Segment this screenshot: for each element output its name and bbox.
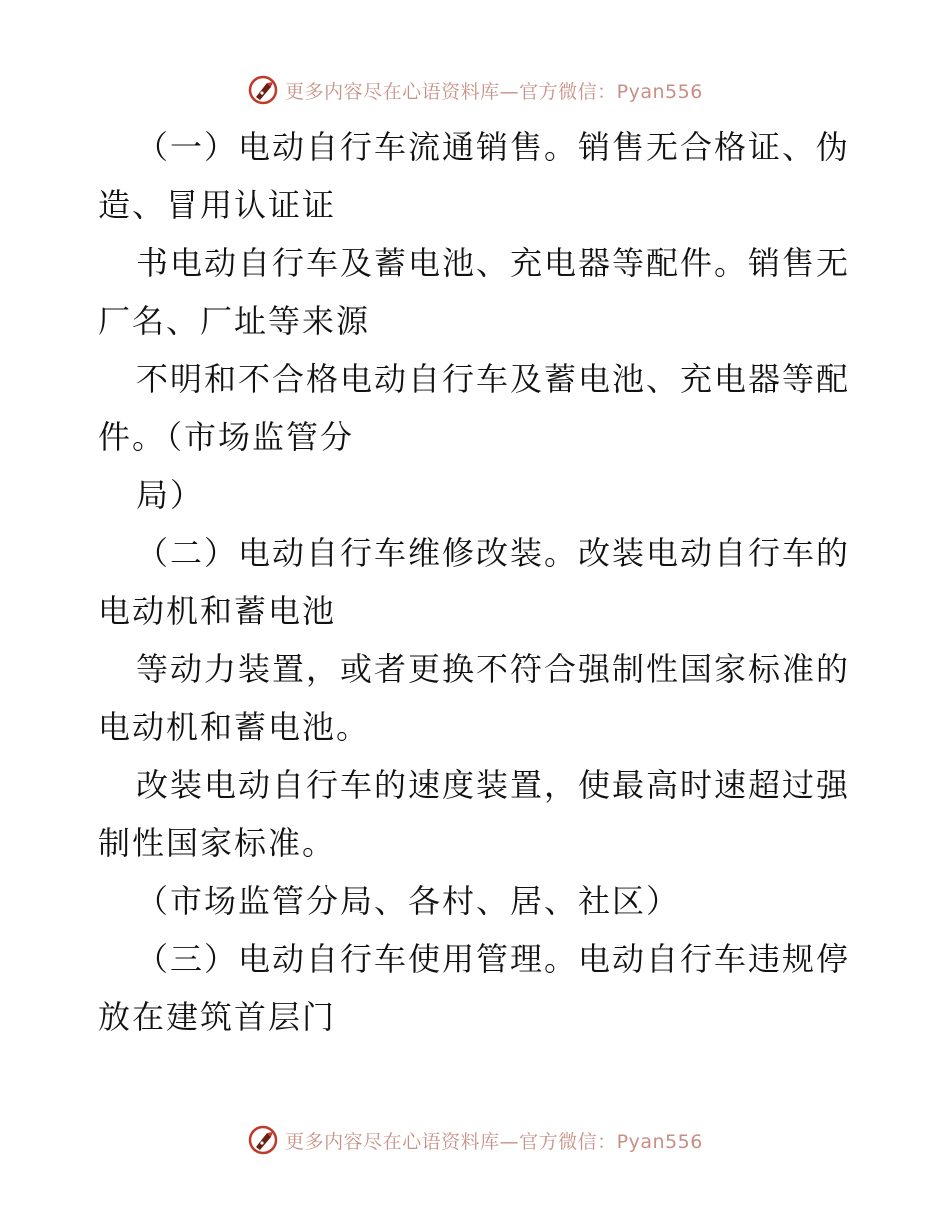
document-body bbox=[98, 118, 858, 1046]
text-line: 厂名、厂址等来源 bbox=[98, 302, 371, 340]
text-line: 不明和不合格电动自行车及蓄电池、充电器等配 bbox=[136, 360, 851, 398]
text-line: 制性国家标准。 bbox=[98, 824, 337, 862]
text-line: （二）电动自行车维修改装。改装电动自行车的 bbox=[136, 534, 851, 572]
text-line: （市场监管分局、各村、居、社区） bbox=[136, 882, 681, 920]
pen-nib-logo-icon bbox=[247, 1124, 279, 1156]
text-line: 书电动自行车及蓄电池、充电器等配件。销售无 bbox=[136, 244, 851, 282]
banner-text: 更多内容尽在心语资料库—官方微信：Pyan556 bbox=[285, 80, 703, 103]
text-line: 局） bbox=[136, 476, 205, 514]
text-line: 改装电动自行车的速度装置，使最高时速超过强 bbox=[136, 766, 851, 804]
text-line: 放在建筑首层门 bbox=[98, 998, 337, 1036]
text-line: 等动力装置，或者更换不符合强制性国家标准的 bbox=[136, 650, 851, 688]
text-line: 电动机和蓄电池 bbox=[98, 592, 337, 630]
banner-text: 更多内容尽在心语资料库—官方微信：Pyan556 bbox=[285, 1130, 703, 1153]
text-line: （三）电动自行车使用管理。电动自行车违规停 bbox=[136, 940, 851, 978]
text-line: 电动机和蓄电池。 bbox=[98, 708, 371, 746]
text-line: （一）电动自行车流通销售。销售无合格证、伪 bbox=[136, 128, 851, 166]
footer-banner bbox=[0, 1120, 950, 1160]
text-line: 件。（市场监管分 bbox=[98, 418, 355, 456]
text-line: 造、冒用认证证 bbox=[98, 186, 337, 224]
pen-nib-logo-icon bbox=[247, 74, 279, 106]
header-banner bbox=[0, 70, 950, 110]
